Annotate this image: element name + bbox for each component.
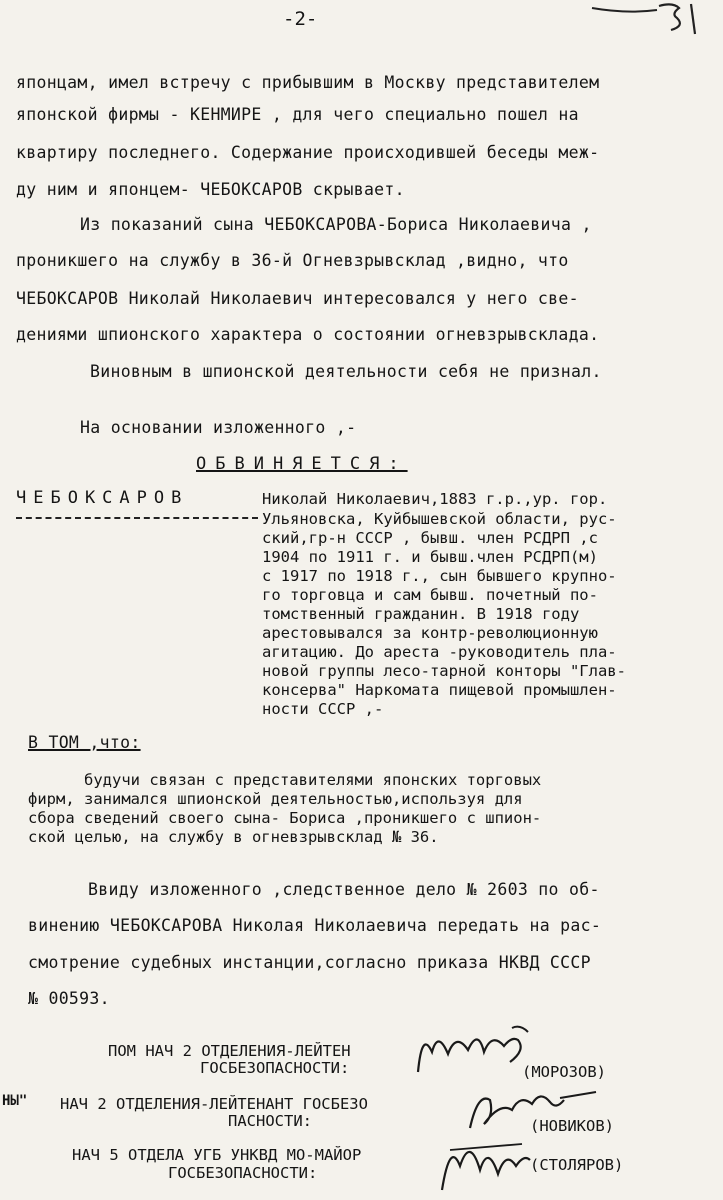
page-number: -2- — [283, 8, 318, 30]
accused-detail-line: го торговца и сам бывш. почетный по- — [262, 586, 598, 604]
accused-detail-line: новой группы лесо-тарной конторы "Глав- — [262, 662, 626, 680]
margin-note: НЫ" — [2, 1093, 28, 1109]
text-line: ЧЕБОКСАРОВ Николай Николаевич интересовался у него све- — [16, 289, 579, 308]
signature-title: НАЧ 2 ОТДЕЛЕНИЯ-ЛЕЙТЕНАНТ ГОСБЕЗО — [60, 1095, 368, 1113]
accused-detail-line: ский,гр-н СССР , бывш. член РСДРП ,с — [262, 529, 598, 547]
accused-detail-line: с 1917 по 1918 г., сын бывшего крупно- — [262, 567, 617, 585]
charge-line: ской целью, на службу в огневзрывсклад № 36. — [28, 828, 439, 846]
text-line: дениями шпионского характера о состоянии огневзрывсклада. — [16, 325, 600, 344]
signature-title: ГОСБЕЗОПАСНОСТИ: — [200, 1059, 350, 1077]
signature-title: НАЧ 5 ОТДЕЛА УГБ УНКВД МО-МАЙОР — [72, 1146, 362, 1164]
text-line: ду ним и японцем- ЧЕБОКСАРОВ скрывает. — [16, 180, 405, 199]
accused-detail-line: агитацию. До ареста -руководитель пла- — [262, 643, 617, 661]
accused-detail-line: арестовывался за контр-революционную — [262, 624, 598, 642]
text-line: японцам, имел встречу с прибывшим в Москву представителем — [16, 73, 600, 92]
charge-line: будучи связан с представителями японских торговых — [84, 771, 542, 789]
conclusion-line: винению ЧЕБОКСАРОВА Николая Николаевича передать на рас- — [28, 916, 602, 935]
section-heading: ОБВИНЯЕТСЯ: — [196, 454, 408, 474]
dashed-rule — [16, 517, 258, 519]
charge-line: фирм, занимался шпионской деятельностью,используя для — [28, 790, 523, 808]
signatory-name: (МОРОЗОВ) — [522, 1063, 606, 1081]
handwritten-signature-morozov — [408, 1022, 538, 1082]
text-line: проникшего на службу в 36-й Огневзрывсклад ,видно, что — [16, 251, 569, 270]
text-line: Виновным в шпионской деятельности себя не признал. — [90, 362, 602, 381]
charge-line: сбора сведений своего сына- Бориса ,проникшего с шпион- — [28, 809, 542, 827]
charge-label: В ТОМ ,что: — [28, 733, 141, 752]
conclusion-line: № 00593. — [28, 989, 110, 1008]
text-line: На основании изложенного ,- — [80, 418, 357, 437]
signatory-name: (СТОЛЯРОВ) — [530, 1156, 624, 1174]
signature-title: ПАСНОСТИ: — [228, 1112, 312, 1130]
accused-detail-line: 1904 по 1911 г. и бывш.член РСДРП(м) — [262, 548, 598, 566]
conclusion-line: Ввиду изложенного ,следственное дело № 2603 по об- — [88, 880, 600, 899]
text-line: Из показаний сына ЧЕБОКСАРОВА-Бориса Николаевича , — [80, 215, 592, 234]
signature-title: ПОМ НАЧ 2 ОТДЕЛЕНИЯ-ЛЕЙТЕН — [108, 1042, 351, 1060]
signatory-name: (НОВИКОВ) — [530, 1117, 614, 1135]
accused-detail-line: Николай Николаевич,1883 г.р.,ур. гор. — [262, 490, 608, 508]
text-line: японской фирмы - КЕНМИРЕ , для чего специально пошел на — [16, 105, 579, 124]
handwritten-page-mark — [587, 0, 717, 40]
accused-detail-line: ности СССР ,- — [262, 700, 384, 718]
text-line: квартиру последнего. Содержание происходившей беседы меж- — [16, 143, 600, 162]
conclusion-line: смотрение судебных инстанции,согласно приказа НКВД СССР — [28, 953, 591, 972]
signature-title: ГОСБЕЗОПАСНОСТИ: — [168, 1164, 318, 1182]
accused-name: ЧЕБОКСАРОВ — [16, 488, 189, 508]
accused-detail-line: консерва" Наркомата пищевой промышлен- — [262, 681, 617, 699]
handwritten-signature-stolyarov — [430, 1130, 540, 1200]
accused-detail-line: томственный гражданин. В 1918 году — [262, 605, 580, 623]
accused-detail-line: Ульяновска, Куйбышевской области, рус- — [262, 510, 617, 528]
